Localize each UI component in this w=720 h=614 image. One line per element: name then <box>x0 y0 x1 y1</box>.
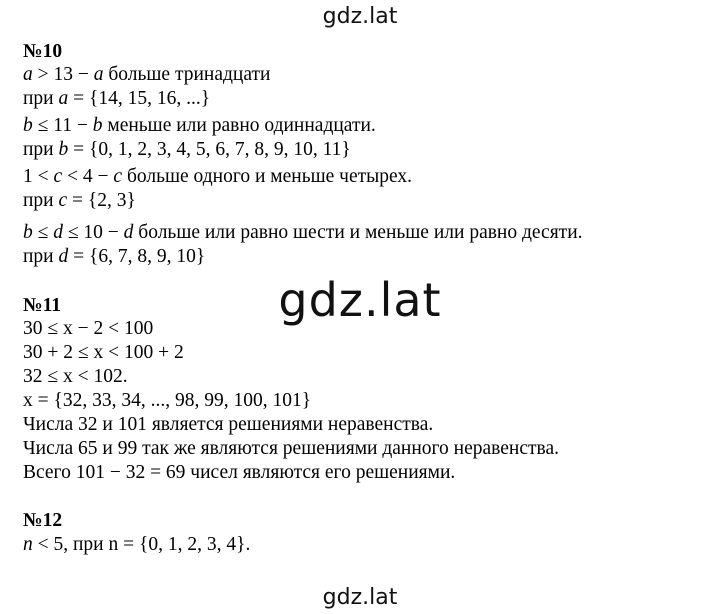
text: при <box>23 139 59 160</box>
task11-line-3: 32 ≤ x < 102. <box>23 366 128 387</box>
task10-line-2 <box>23 88 210 110</box>
task11-heading: №11 <box>23 295 62 316</box>
text: при <box>23 88 59 109</box>
text: = {2, 3} <box>67 190 136 211</box>
task10-line-7 <box>23 222 583 244</box>
var: c <box>58 190 68 211</box>
task11-line-6: Числа 65 и 99 так же являются решениями данного неравенства. <box>23 438 560 459</box>
text: = {0, 1, 2, 3, 4, 5, 6, 7, 8, 9, 10, 11} <box>68 139 351 160</box>
watermark-middle: gdz.lat <box>278 273 442 327</box>
var: c <box>53 166 63 187</box>
text: больше или равно шести и меньше или равно десяти. <box>133 222 583 243</box>
var: a <box>93 64 104 85</box>
var: c <box>113 166 123 187</box>
text: 1 < <box>23 166 54 187</box>
text: больше тринадцати <box>103 64 271 85</box>
text: < 5, при n = {0, 1, 2, 3, 4}. <box>32 534 251 555</box>
task10-line-4 <box>23 139 351 161</box>
task10-heading: №10 <box>23 41 63 62</box>
text: = {6, 7, 8, 9, 10} <box>68 246 206 267</box>
text: = {14, 15, 16, ...} <box>68 88 211 109</box>
task11-line-4: x = {32, 33, 34, ..., 98, 99, 100, 101} <box>23 390 312 411</box>
text: ≤ <box>32 222 54 243</box>
task10-line-5 <box>23 166 412 188</box>
text: при <box>23 246 59 267</box>
text: при <box>23 190 59 211</box>
var: b <box>92 115 103 136</box>
task11-line-1: 30 ≤ x − 2 < 100 <box>23 318 154 339</box>
text: ≤ 10 − <box>62 222 124 243</box>
text: ≤ 11 − <box>32 115 93 136</box>
var: b <box>23 222 33 243</box>
watermark-top: gdz.lat <box>322 4 398 29</box>
task11-line-5: Числа 32 и 101 является решениями неравенства. <box>23 414 434 435</box>
task12-line-1 <box>23 534 250 556</box>
text: > 13 − <box>32 64 94 85</box>
var: b <box>23 115 33 136</box>
watermark-bottom: gdz.lat <box>322 585 398 610</box>
var: n <box>23 534 33 555</box>
var: d <box>53 222 63 243</box>
var: b <box>58 139 69 160</box>
task10-line-3 <box>23 115 376 137</box>
var: a <box>23 64 33 85</box>
var: a <box>58 88 69 109</box>
var: d <box>58 246 69 267</box>
var: d <box>123 222 134 243</box>
text: < 4 − <box>62 166 114 187</box>
task10-line-1 <box>23 64 270 86</box>
text: меньше или равно одиннадцати. <box>102 115 376 136</box>
task11-line-2: 30 + 2 ≤ x < 100 + 2 <box>23 342 184 363</box>
text: больше одного и меньше четырех. <box>122 166 412 187</box>
task10-line-8 <box>23 246 205 268</box>
task12-heading: №12 <box>23 510 63 531</box>
task11-line-7: Всего 101 − 32 = 69 чисел являются его решениями. <box>23 462 456 483</box>
task10-line-6 <box>23 190 136 212</box>
